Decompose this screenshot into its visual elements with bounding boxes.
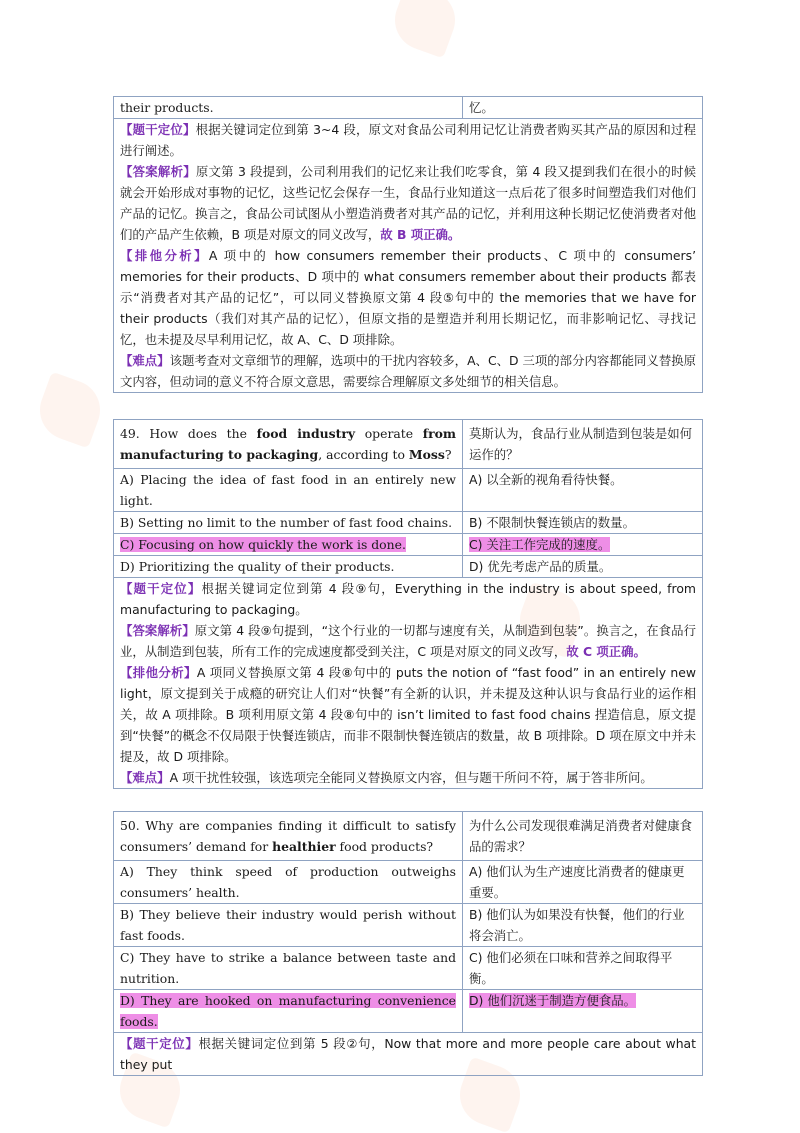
analysis-tigan: 【题干定位】根据关键词定位到第 4 段⑨句，Everything in the industry is about speed, from manufacturing to packaging。	[120, 581, 697, 617]
option-50-d-zh	[463, 990, 703, 1033]
analysis-paita: 【排他分析】A 项中的 how consumers remember their products、C 项中的 consumers’ memories for their products、D 项中的 what consumers remember about their products 都表示“消费者对其产品的记忆”，可以同义替换原文第 4 段⑤句中的 the memories that we have for their products（我们对其产品的记忆），但原文指的是塑造并利用长期记忆，而非影响记忆、寻找记忆，也未提及尽早利用记忆，故 A、C、D 项排除。	[120, 248, 697, 347]
table-row	[114, 904, 703, 947]
watermark-logo-icon	[32, 372, 109, 449]
highlighted-answer: D) They are hooked on manufacturing convenience foods.	[120, 993, 456, 1029]
analysis-48	[114, 119, 703, 393]
question-50-table	[113, 811, 703, 1076]
table-row	[114, 534, 703, 556]
option-50-a-zh: A) 他们认为生产速度比消费者的健康更重要。	[463, 861, 703, 904]
table-row	[114, 512, 703, 534]
option-50-d-en	[114, 990, 463, 1033]
analysis-tigan: 【题干定位】根据关键词定位到第 3~4 段，原文对食品公司利用记忆让消费者购买其产品的原因和过程进行阐述。	[120, 122, 697, 158]
option-50-c-zh: C) 他们必须在口味和营养之间取得平衡。	[463, 947, 703, 990]
table-row	[114, 97, 703, 119]
option-49-d-zh: D) 优先考虑产品的质量。	[463, 556, 703, 578]
table-row	[114, 578, 703, 789]
highlighted-answer: D) 他们沉迷于制造方便食品。	[469, 993, 637, 1008]
option-50-a-en: A) They think speed of production outweighs consumers’ health.	[114, 861, 463, 904]
question-50-en: 50. Why are companies finding it difficult to satisfy consumers’ demand for healthier food products?	[114, 812, 463, 861]
watermark-logo-icon	[387, 0, 464, 58]
option-49-b-zh: B) 不限制快餐连锁店的数量。	[463, 512, 703, 534]
table-row	[114, 1033, 703, 1076]
table-row	[114, 812, 703, 861]
option-49-c-en	[114, 534, 463, 556]
option-49-b-en: B) Setting no limit to the number of fast food chains.	[114, 512, 463, 534]
question-49-zh: 莫斯认为，食品行业从制造到包装是如何运作的？	[463, 420, 703, 469]
highlighted-answer: C) 关注工作完成的速度。	[469, 537, 611, 552]
table-row	[114, 469, 703, 512]
table-row	[114, 990, 703, 1033]
option-en-continued: their products.	[114, 97, 463, 119]
table-row	[114, 420, 703, 469]
option-49-d-en: D) Prioritizing the quality of their products.	[114, 556, 463, 578]
option-50-c-en: C) They have to strike a balance between taste and nutrition.	[114, 947, 463, 990]
question-49-en: 49. How does the food industry operate from manufacturing to packaging, according to Moss?	[114, 420, 463, 469]
analysis-daan: 【答案解析】原文第 3 段提到，公司利用我们的记忆来让我们吃零食，第 4 段又提到我们在很小的时候就会开始形成对事物的记忆，这些记忆会保存一生，食品行业知道这一点后花了很多时间塑造我们对他们产品的记忆。换言之，食品公司试图从小塑造消费者对其产品的记忆，并利用这种长期记忆使消费者对他们的产品产生依赖，B 项是对原文的同义改写，故 B 项正确。	[120, 164, 696, 242]
page-content	[113, 96, 703, 1076]
table-row	[114, 947, 703, 990]
analysis-nandian: 【难点】该题考查对文章细节的理解，选项中的干扰内容较多，A、C、D 三项的部分内容都能同义替换原文内容，但动词的意义不符合原文意思，需要综合理解原文多处细节的相关信息。	[120, 353, 697, 389]
question-50-zh: 为什么公司发现很难满足消费者对健康食品的需求？	[463, 812, 703, 861]
analysis-paita: 【排他分析】A 项同义替换原文第 4 段⑧句中的 puts the notion of “fast food” in an entirely new light，原文提到关于成瘾的研究让人们对“快餐”有全新的认识，并未提及这种认识与食品行业的运作相关，故 A 项排除。B 项利用原文第 4 段⑧句中的 isn’t limited to fast food chains 捏造信息，原文提到“快餐”的概念不仅局限于快餐连锁店，而非不限制快餐连锁店的数量，故 B 项排除。D 项在原文中并未提及，故 D 项排除。	[120, 665, 696, 764]
option-50-b-zh: B) 他们认为如果没有快餐，他们的行业将会消亡。	[463, 904, 703, 947]
option-zh-continued: 忆。	[463, 97, 703, 119]
analysis-tigan: 【题干定位】根据关键词定位到第 5 段②句，Now that more and more people care about what they put	[120, 1036, 696, 1072]
analysis-50	[114, 1033, 703, 1076]
option-50-b-en: B) They believe their industry would perish without fast foods.	[114, 904, 463, 947]
option-49-a-zh: A) 以全新的视角看待快餐。	[463, 469, 703, 512]
option-49-a-en: A) Placing the idea of fast food in an entirely new light.	[114, 469, 463, 512]
table-row	[114, 119, 703, 393]
question-49-table	[113, 419, 703, 789]
table-row	[114, 861, 703, 904]
analysis-49	[114, 578, 703, 789]
table-row	[114, 556, 703, 578]
highlighted-answer: C) Focusing on how quickly the work is done.	[120, 537, 406, 552]
analysis-nandian: 【难点】A 项干扰性较强，该选项完全能同义替换原文内容，但与题干所问不符，属于答非所问。	[120, 770, 653, 785]
option-49-c-zh	[463, 534, 703, 556]
analysis-daan: 【答案解析】原文第 4 段⑨句提到，“这个行业的一切都与速度有关，从制造到包装”。换言之，在食品行业，从制造到包装，所有工作的完成速度都受到关注，C 项是对原文的同义改写，故 C 项正确。	[120, 623, 696, 659]
question-48-table	[113, 96, 703, 393]
